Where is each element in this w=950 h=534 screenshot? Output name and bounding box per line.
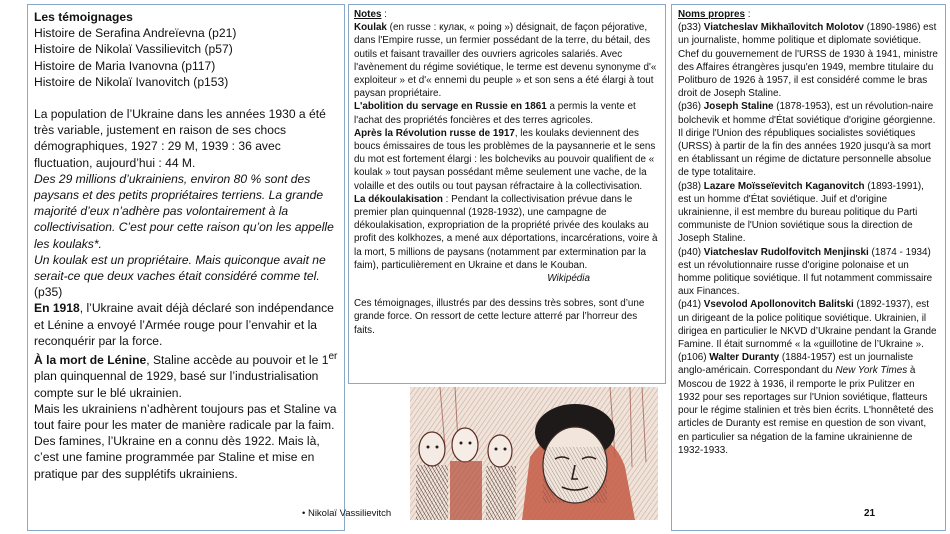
illustration-image	[410, 387, 658, 520]
quote-koulak-paragraph	[34, 252, 338, 301]
text-lenin-1: , Staline accède au pouvoir et le 1	[146, 353, 329, 368]
name-entry-menjinski	[678, 246, 939, 299]
note-servage	[354, 100, 660, 126]
entry-text: à Moscou de 1922 à 1936, il remporte le prix Pulitzer en 1932 pour ses reportages sur l'Union soviétique, flatteurs pour le régime stalinien et très bien écrits. L'honnêteté des articles de Duranty est remise en question de son vivant, en particulier sa négation de la famine ukrainienne de 1932-1933.	[678, 365, 934, 456]
proper-names-panel	[671, 4, 946, 531]
entry-text: (1884-1957) est un journaliste anglo-américain. Correspondant du	[678, 352, 914, 377]
paragraph-staline: Mais les ukrainiens n’adhèrent toujours pas et Staline va tout faire pour les mater de manière radicale par la faim.	[34, 401, 337, 432]
entry-text: (1892-1937), est un dirigeant de la police politique soviétique. Ukrainien, il dirigea en particulier le NKVD d’Ukraine pendant la Grande Famine. Il était surnommé « la «guillotine de l’Ukraine ».	[678, 299, 937, 351]
year-1918-label: En 1918	[34, 301, 80, 316]
name-entry-staline	[678, 100, 939, 179]
entry-name: Vsevolod Apollonovitch Balitski	[703, 299, 854, 311]
entry-text: (1890-1986) est un journaliste, homme politique et diplomate soviétique. Chef du gouvernement de l'URSS de 1930 à 1941, ministre des Affaires étrangères jusqu'en 1949, membre titulaire du Politburo de 1926 à 1957, il est considéré comme le bras droit de Joseph Staline.	[678, 22, 938, 100]
names-title-colon: :	[744, 9, 751, 20]
entry-italic: New York Times	[835, 365, 908, 377]
name-entry-kaganovitch	[678, 180, 939, 246]
note-source-line	[354, 272, 660, 285]
note-koulak-text: (en russe : кулак, « poing ») désignait, de façon péjorative, dans l'Empire russe, un fermier possédant de la terre, du bétail, des outils et faisant travailler des ouvriers agricoles salariés. Avec l'avènement du régime soviétique, le terme est devenu synonyme d'« exploiteur » et d'« ennemi du peuple » et son sens a été élargi à tout paysan propriétaire.	[354, 22, 657, 100]
names-title: Noms propres	[678, 9, 745, 20]
entry-name: Viatcheslav Mikhaïlovitch Molotov	[703, 22, 864, 34]
population-paragraph: La population de l’Ukraine dans les années 1930 a été très variable, justement en raison de ses chocs démographiques, 1927 : 29 M, 1939 : 36 avec fluctuation, aujourd’hui : 44 M.	[34, 107, 326, 170]
illustration-drawing	[410, 387, 658, 520]
notes-title-colon: :	[381, 9, 387, 20]
notes-title-line	[354, 8, 660, 21]
note-revolution	[354, 127, 660, 193]
name-entry-duranty	[678, 351, 939, 457]
story-item: Histoire de Nikolaï Vassilievitch (p57)	[34, 42, 233, 57]
text-lenin-2: plan quinquennal de 1929, basé sur l’industrialisation compte sur le blé ukrainien.	[34, 369, 319, 400]
notes-title: Notes	[354, 9, 382, 20]
entry-text: (1893-1991), est un homme d'État soviétique. Juif et d'origine ukrainienne, il est membre du bureau politique du Parti communiste de l'Union soviétique sous la direction de Joseph Staline.	[678, 180, 924, 245]
name-entry-balitski	[678, 298, 939, 351]
entry-ref: (p36)	[678, 101, 704, 113]
name-entry-molotov	[678, 21, 939, 100]
note-revolution-term: Après la Révolution russe de 1917	[354, 127, 515, 139]
note-koulak	[354, 21, 660, 100]
story-item: Histoire de Serafina Andreïevna (p21)	[34, 26, 237, 41]
note-dekoulakisation-text: : Pendant la collectivisation prévue dans le premier plan quinquennal (1928-1932), une campagne de dékoulakisation, expropriation de la propriété privée des koulaks au profit des kolkhozes, a mené aux déportations, incarcérations, voire à la mort, 5 millions de paysans (notamment par extermination par la faim), particulièrement en Ukraine et dans le Kouban.	[354, 193, 658, 271]
paragraph-1918	[34, 300, 338, 349]
entry-text: (1878-1953), est un révolution-naire bolchevik et homme d'État soviétique d'origine géorgienne. Il dirige l'Union des républiques socialistes soviétiques (URSS) à partir de la fin des années 1920 jusqu'à sa mort en établissant un régime de dictature personnelle absolue de type totalitaire.	[678, 101, 936, 179]
note-servage-term: L'abolition du servage en Russie en 1861	[354, 101, 547, 113]
testimonies-panel	[27, 4, 345, 531]
entry-ref: (p38)	[678, 180, 704, 192]
testimonies-title: Les témoignages	[34, 10, 133, 24]
entry-name: Walter Duranty	[709, 352, 780, 364]
entry-ref: (p106)	[678, 352, 710, 364]
paragraph-famines: Des famines, l’Ukraine en a connu dès 1922. Mais là, c’est une famine programmée par Staline et mise en pratique par des supplétifs ukrainiens.	[34, 434, 320, 481]
entry-name: Joseph Staline	[703, 101, 774, 113]
note-servage-text: a permis la vente et l'achat des propriétés foncières et des terres agricoles.	[354, 101, 636, 126]
entry-ref: (p40)	[678, 246, 704, 258]
page-number: 21	[864, 508, 876, 519]
quote-koulak: Un koulak est un propriétaire. Mais quiconque avait ne serait-ce que deux vaches était considéré comme tel.	[34, 252, 326, 284]
names-title-line	[678, 8, 939, 21]
quote-koulak-ref: (p35)	[34, 285, 63, 300]
story-item: Histoire de Nikolaï Ivanovitch (p153)	[34, 74, 229, 89]
text-lenin-sup: er	[328, 351, 338, 363]
children-figures	[416, 428, 516, 520]
entry-name: Viatcheslav Rudolfovitch Menjinski	[703, 246, 869, 258]
notes-closing: Ces témoignages, illustrés par des dessins très sobres, sont d’une grande force. On ressort de cette lecture atterré par l’horreur des faits.	[354, 298, 645, 336]
entry-text: (1874 - 1934) est un révolutionnaire russe d'origine polonaise et un homme politique soviétique. Il fut notamment commissaire aux Finances.	[678, 246, 933, 298]
quote-ukrainians: Des 29 millions d’ukrainiens, environ 80 % sont des paysans et des petits propriétaires terriens. La grande majorité d’eux n’adhère pas volontairement à la collectivisation. C’est pour cette raison qu’on les appelle les koulaks*.	[34, 171, 334, 251]
note-dekoulakisation-term: La dékoulakisation	[354, 193, 443, 205]
entry-ref: (p33)	[678, 22, 704, 34]
text-1918: , l’Ukraine avait déjà déclaré son indépendance et Lénine a envoyé l’Armée rouge pour l’envahir et la reconquérir par la force.	[34, 301, 334, 348]
note-source: Wikipédia	[547, 273, 590, 285]
note-dekoulakisation	[354, 193, 660, 272]
entry-ref: (p41)	[678, 299, 704, 311]
notes-panel	[348, 4, 666, 384]
lenin-death-label: À la mort de Lénine	[34, 353, 147, 368]
note-koulak-term: Koulak	[354, 22, 387, 34]
story-item: Histoire de Maria Ivanovna (p117)	[34, 58, 216, 73]
paragraph-lenin	[34, 349, 338, 401]
note-revolution-text: , les koulaks deviennent des boucs émissaires de tous les problèmes de la paysannerie et le sens du mot est fortement élargi : les bolcheviks au pouvoir qualifient de « koulak » tout paysan possédant même seulement une vache, de la volaille et des outils ou tout paysan réfractaire à la collectivisation.	[354, 127, 656, 192]
illustration-caption: • Nikolaï Vassilievitch	[302, 508, 392, 519]
entry-name: Lazare Moïsseïevitch Kaganovitch	[703, 180, 865, 192]
